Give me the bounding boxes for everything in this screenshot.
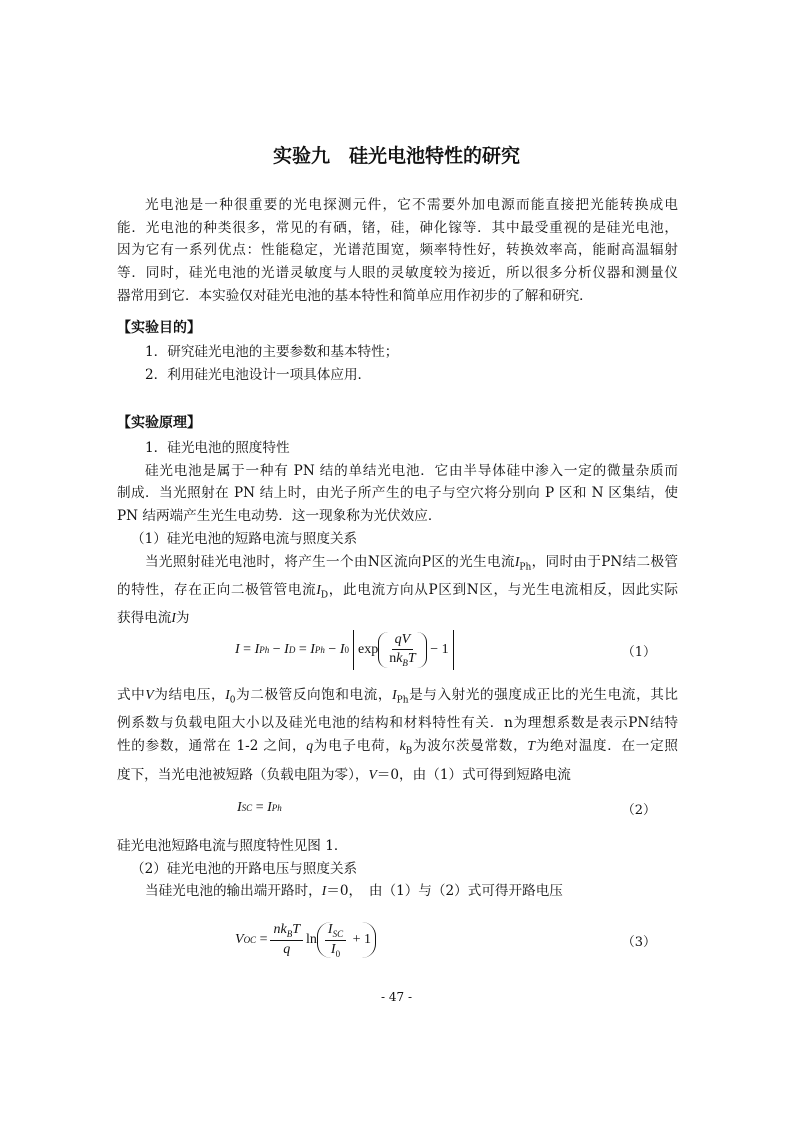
paren-group <box>378 632 427 668</box>
paren-group <box>317 922 376 959</box>
subsection-heading: （2）硅光电池的开路电压与照度关系 <box>131 860 358 877</box>
intro-paragraph <box>117 194 678 308</box>
text: 是与入射光的强度成正比的光生电流，其比 <box>408 687 679 703</box>
subsection-heading: （1）硅光电池的短路电流与照度关系 <box>131 530 358 547</box>
symbol: 1 <box>441 641 449 657</box>
symbol: 0 <box>229 695 236 706</box>
symbol: OC <box>243 935 257 945</box>
symbol: − <box>430 641 439 657</box>
text: 为波尔茨曼常数， <box>412 738 528 755</box>
principle-body-3 <box>117 835 678 903</box>
symbol: Ph <box>519 562 532 573</box>
bracket-group <box>353 630 454 670</box>
symbol: + <box>352 932 361 947</box>
symbol: I <box>330 941 336 957</box>
text: 为二极管反向饱和电流， <box>235 687 393 703</box>
symbol: I <box>310 642 315 657</box>
text-line: 硅光电池是属于一种有 PN 结的单结光电池．它由半导体硅中渗入一定的微量杂质而 <box>145 462 678 479</box>
text-line: 能．光电池的种类很多，常见的有硒，锗，硅，砷化镓等．其中最受重视的是硅光电池， <box>117 219 678 236</box>
symbol: I <box>321 883 327 899</box>
symbol: B <box>405 746 413 757</box>
symbol: k <box>280 922 287 938</box>
text-line: 硅光电池短路电流与照度特性见图 1． <box>117 838 348 854</box>
symbol: Ph <box>396 695 409 706</box>
text-line <box>117 764 678 787</box>
symbol: I <box>267 800 272 815</box>
equation-number: （1） <box>621 644 656 660</box>
symbol: 0 <box>344 645 349 655</box>
text: ，同时由于PN结二极管 <box>531 553 678 570</box>
text: 为绝对温度．在一定照 <box>534 738 679 755</box>
symbol: I <box>327 921 333 937</box>
section-heading-principle: 【实验原理】 <box>117 415 201 431</box>
fraction <box>325 922 346 959</box>
symbol: I <box>225 687 230 702</box>
section-heading-purpose: 【实验目的】 <box>117 320 201 336</box>
symbol: B <box>286 928 293 939</box>
equation-2 <box>117 796 678 820</box>
symbol: D <box>288 645 296 655</box>
symbol: I <box>316 581 321 597</box>
fraction <box>386 632 419 668</box>
symbol: − <box>272 642 281 657</box>
symbol: Ph <box>259 645 270 655</box>
symbol: n <box>273 922 281 938</box>
symbol: I <box>171 610 176 626</box>
page-number: - 47 - <box>380 990 412 1004</box>
symbol: D <box>320 590 329 601</box>
text-line <box>117 735 678 763</box>
text: 性的参数，通常在 1-2 之间， <box>117 738 307 755</box>
symbol: = <box>255 800 264 815</box>
symbol: I <box>514 553 520 569</box>
text: 为电子电荷， <box>313 738 400 755</box>
text-line: 制成．当光照射在 PN 结上时，由光子所产生的电子与空穴将分别向 P 区和 N 区集结，使 <box>117 485 678 502</box>
symbol: I <box>284 642 289 657</box>
fraction <box>270 922 303 958</box>
equation-3 <box>117 915 678 965</box>
symbol: exp <box>357 641 379 657</box>
symbol: T <box>292 922 300 938</box>
text: 为 <box>175 610 190 627</box>
symbol: q <box>283 941 291 957</box>
symbol: I <box>254 642 260 657</box>
text-line <box>117 684 678 712</box>
symbol: T <box>527 738 535 754</box>
text-line: 光电池是一种很重要的光电探测元件，它不需要外加电源而能直接把光能转换成电 <box>145 197 678 213</box>
equation-1 <box>117 620 678 680</box>
symbol: q <box>306 738 314 754</box>
text: 当硅光电池的输出端开路时， <box>145 883 322 900</box>
symbol: V <box>235 932 244 947</box>
purpose-list <box>117 341 706 386</box>
text: 获得电流 <box>117 610 172 627</box>
principle-body <box>117 437 678 630</box>
list-item: 2．利用硅光电池设计一项具体应用． <box>145 366 372 383</box>
symbol: I <box>339 642 345 657</box>
text-line: 器常用到它．本实验仅对硅光电池的基本特性和简单应用作初步的了解和研究． <box>117 287 593 304</box>
text-line <box>117 579 678 607</box>
text-line: PN 结两端产生光生电动势．这一现象称为光伏效应． <box>117 508 442 525</box>
text-line <box>117 880 678 903</box>
symbol: T <box>407 651 416 667</box>
symbol: I <box>237 800 242 815</box>
symbol: ln <box>306 932 317 947</box>
list-item: 1．研究硅光电池的主要参数和基本特性； <box>145 344 399 360</box>
symbol: = <box>243 642 252 657</box>
text: ，此电流方向从P区到N区，与光生电流相反，因此实际 <box>328 581 678 598</box>
text: 式中 <box>117 687 146 703</box>
symbol: V <box>401 632 411 648</box>
text-line <box>117 551 678 579</box>
symbol: q <box>394 632 402 648</box>
text-line: 等．同时，硅光电池的光谱灵敏度与人眼的灵敏度较为接近，所以很多分析仪器和测量仪 <box>117 265 678 282</box>
text-line: 因为它有一系列优点：性能稳定，光谱范围宽，频率特性好，转换效率高，能耐高温辐射 <box>117 242 678 259</box>
text: 为结电压， <box>153 687 226 703</box>
text: 的特性，存在正向二极管管电流 <box>117 581 317 598</box>
symbol: 1 <box>363 932 371 947</box>
symbol: I <box>235 642 240 657</box>
equation-number: （2） <box>621 802 656 818</box>
text: ＝0， 由（1）与（2）式可得开路电压 <box>326 883 563 900</box>
symbol: k <box>396 651 403 667</box>
text-line: 例系数与负载电阻大小以及硅光电池的结构和材料特性有关．n为理想系数是表示PN结特 <box>117 715 678 732</box>
symbol: B <box>402 657 408 668</box>
symbol: = <box>259 932 268 947</box>
symbol: n <box>389 651 397 667</box>
symbol: = <box>298 642 307 657</box>
symbol: − <box>328 642 337 657</box>
text: 当光照射硅光电池时，将产生一个由N区流向P区的光生电流 <box>145 553 515 570</box>
symbol: Ph <box>271 803 282 813</box>
page-title: 实验九 硅光电池特性的研究 <box>272 145 520 167</box>
symbol: V <box>145 687 154 702</box>
text: 度下，当光电池被短路（负载电阻为零）， <box>117 766 369 783</box>
principle-body-2 <box>117 684 678 786</box>
symbol: SC <box>241 803 253 813</box>
symbol: I <box>392 687 397 702</box>
symbol: 0 <box>335 948 341 959</box>
symbol: SC <box>332 928 344 939</box>
symbol: Ph <box>314 645 325 655</box>
subsection-heading: 1．硅光电池的照度特性 <box>145 440 290 456</box>
equation-number: （3） <box>621 934 656 950</box>
symbol: V <box>368 766 377 782</box>
symbol: k <box>399 738 406 754</box>
text: ＝0，由（1）式可得到短路电流 <box>376 766 571 783</box>
